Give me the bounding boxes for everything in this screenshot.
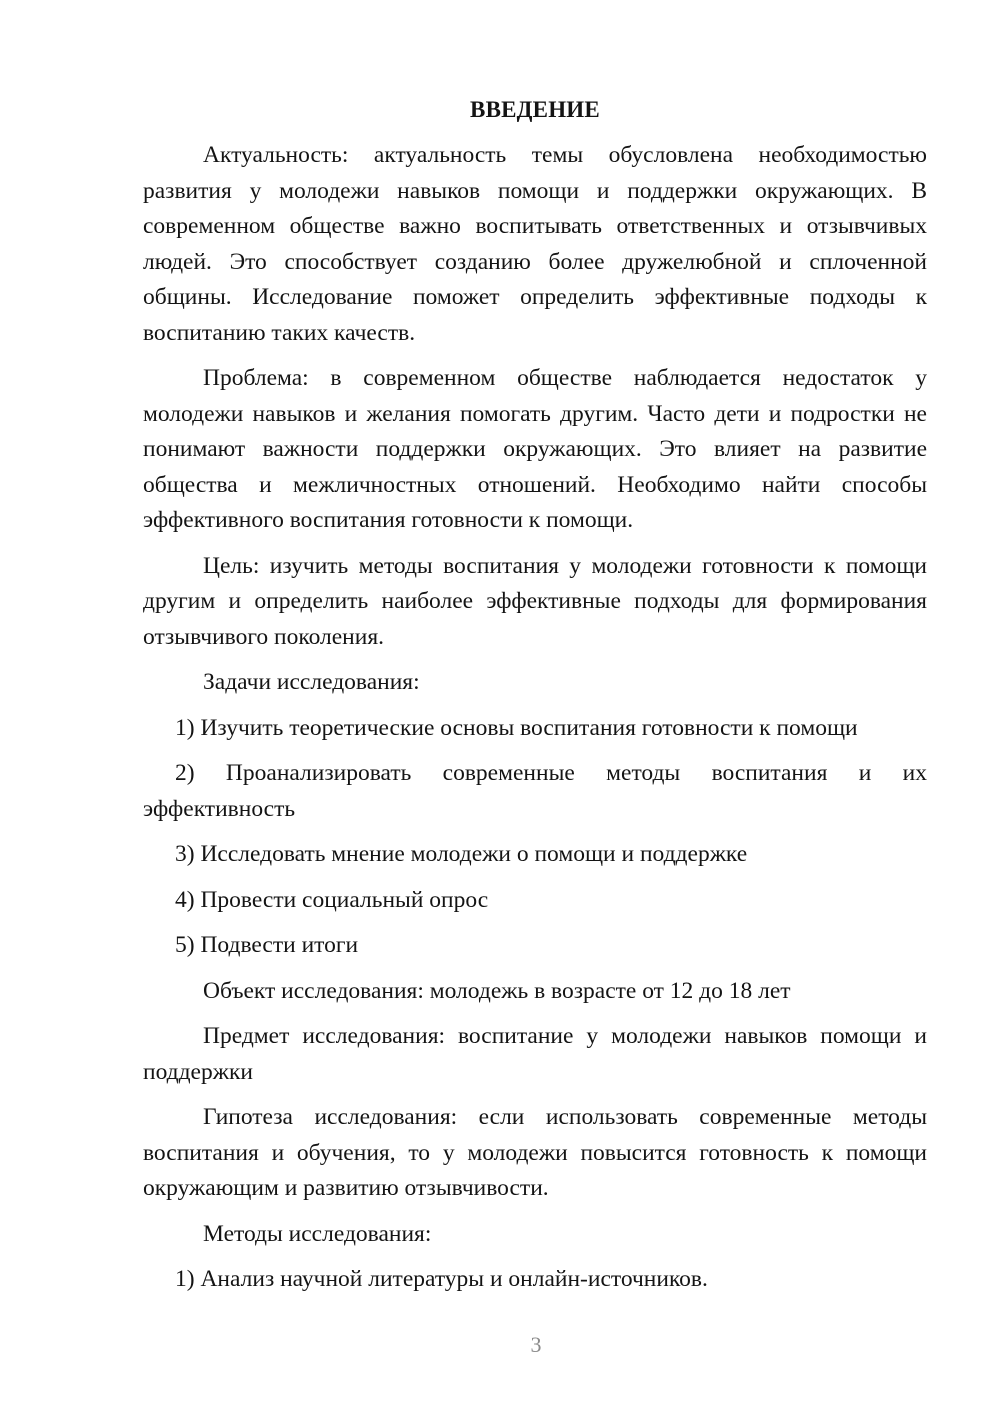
methods-heading: Методы исследования: xyxy=(203,1220,432,1247)
hypothesis-paragraph: Гипотеза исследования: если использовать современные методы воспитания и обучения, то у молодежи повысится готовность к помощи окружающим и развитию отзывчивости. xyxy=(143,1104,927,1201)
method-item: 1) Анализ научной литературы и онлайн-источников. xyxy=(175,1266,708,1292)
task-item: 5) Подвести итоги xyxy=(175,932,359,958)
problem-paragraph: Проблема: в современном обществе наблюдается недостаток у молодежи навыков и желания помогать другим. Часто дети и подростки не понимают важности поддержки окружающих. Это влияет на развитие общества и межличностных отношений. Необходимо найти способы эффективного воспитания готовности к помощи. xyxy=(143,365,927,533)
task-item: 4) Провести социальный опрос xyxy=(175,886,489,913)
task-item: 2) Проанализировать современные методы воспитания и их эффективность xyxy=(143,760,927,822)
object-paragraph: Объект исследования: молодежь в возрасте от 12 до 18 лет xyxy=(203,977,791,1004)
page-content xyxy=(143,92,927,1308)
goal-paragraph: Цель: изучить методы воспитания у молодежи готовности к помощи другим и определить наиболее эффективные подходы для формирования отзывчивого поколения. xyxy=(143,552,927,650)
subject-paragraph: Предмет исследования: воспитание у молодежи навыков помощи и поддержки xyxy=(143,1023,927,1085)
relevance-paragraph: Актуальность: актуальность темы обусловлена необходимостью развития у молодежи навыков помощи и поддержки окружающих. В современном обществе важно воспитывать ответственных и отзывчивых людей. Это способствует созданию более дружелюбной и сплоченной общины. Исследование поможет определить эффективные подходы к воспитанию таких качеств. xyxy=(143,142,927,346)
tasks-heading: Задачи исследования: xyxy=(203,669,420,695)
task-item: 3) Исследовать мнение молодежи о помощи и поддержке xyxy=(175,841,748,867)
page-number: 3 xyxy=(530,1332,542,1357)
section-title: ВВЕДЕНИЕ xyxy=(470,97,600,122)
task-item: 1) Изучить теоретические основы воспитания готовности к помощи xyxy=(175,714,858,741)
